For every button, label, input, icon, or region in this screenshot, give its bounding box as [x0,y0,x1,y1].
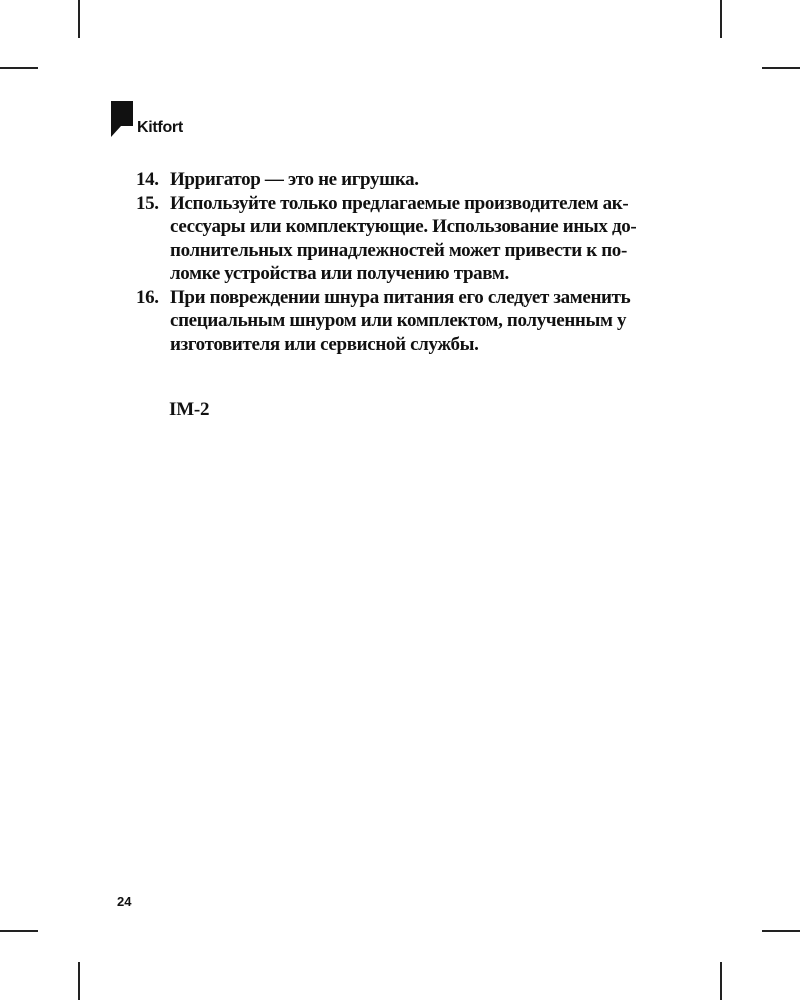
crop-mark-right-top [762,67,800,69]
list-item [136,168,696,192]
crop-mark-right-bottom [762,930,800,932]
crop-mark-left-top [0,67,38,69]
list-item-text: полнительных принадлежностей может привести к по- [170,239,627,261]
list-item-text: изготовителя или сервисной службы. [170,333,479,355]
crop-mark-bottom-left [78,962,80,1000]
list-item-text: Ирригатор — это не игрушка. [170,169,419,190]
list-item-text: При повреждении шнура питания его следует заменить [170,286,631,308]
kitfort-logo-icon [111,101,133,137]
list-item-number: 15. [136,192,159,214]
model-designation: IM-2 [169,399,210,420]
brand-logo-text: Kitfort [137,119,183,136]
list-item-text: сессуары или комплектующие. Использование иных до- [170,216,637,237]
list-item-text: Используйте только предлагаемые производителем ак- [170,192,629,214]
list-item-text: специальным шнуром или комплектом, полученным у [170,310,627,331]
crop-mark-bottom-right [720,962,722,1000]
crop-mark-top-left [78,0,80,38]
crop-mark-left-bottom [0,930,38,932]
list-item-number: 14. [136,169,159,190]
page-number: 24 [117,894,132,909]
list-item-text: ломке устройства или получению травм. [170,263,509,284]
crop-mark-top-right [720,0,722,38]
brand-logo [111,101,183,137]
list-item [136,286,696,357]
list-item [136,192,696,286]
safety-instructions-list [136,168,696,356]
list-item-number: 16. [136,286,159,308]
